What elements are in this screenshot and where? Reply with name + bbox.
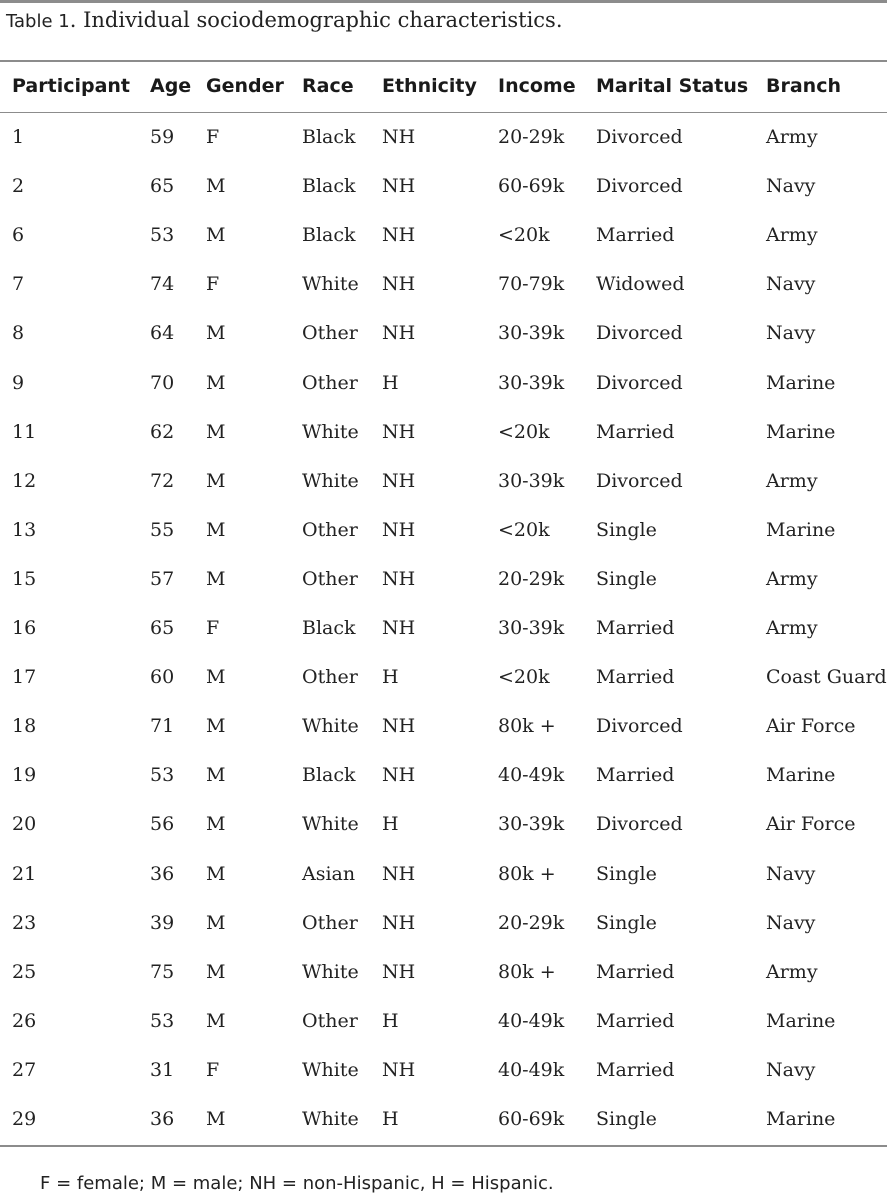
cell-ethnicity: H xyxy=(382,1108,399,1130)
cell-gender: M xyxy=(206,1010,226,1032)
cell-branch: Marine xyxy=(766,1108,836,1130)
cell-gender: M xyxy=(206,568,226,590)
cell-income: 80k + xyxy=(498,961,556,983)
cell-ethnicity: H xyxy=(382,813,399,835)
cell-age: 71 xyxy=(150,715,175,737)
cell-gender: F xyxy=(206,273,220,295)
cell-race: Other xyxy=(302,372,358,394)
cell-participant: 13 xyxy=(12,519,37,541)
cell-ethnicity: NH xyxy=(382,175,416,197)
cell-race: White xyxy=(302,273,359,295)
cell-income: 20-29k xyxy=(498,912,565,934)
cell-participant: 25 xyxy=(12,961,37,983)
cell-gender: M xyxy=(206,715,226,737)
cell-marital-status: Single xyxy=(596,519,657,541)
cell-branch: Army xyxy=(766,961,818,983)
cell-race: White xyxy=(302,715,359,737)
cell-age: 36 xyxy=(150,1108,175,1130)
cell-ethnicity: NH xyxy=(382,764,416,786)
cell-race: Black xyxy=(302,764,356,786)
cell-branch: Marine xyxy=(766,764,836,786)
cell-participant: 12 xyxy=(12,470,37,492)
cell-marital-status: Married xyxy=(596,1010,675,1032)
header-participant: Participant xyxy=(12,75,131,97)
cell-ethnicity: NH xyxy=(382,961,416,983)
cell-income: <20k xyxy=(498,224,550,246)
cell-ethnicity: H xyxy=(382,1010,399,1032)
cell-ethnicity: NH xyxy=(382,617,416,639)
cell-participant: 2 xyxy=(12,175,25,197)
cell-ethnicity: NH xyxy=(382,519,416,541)
cell-race: Other xyxy=(302,912,358,934)
cell-branch: Marine xyxy=(766,1010,836,1032)
cell-age: 62 xyxy=(150,421,175,443)
cell-income: 30-39k xyxy=(498,617,565,639)
cell-marital-status: Divorced xyxy=(596,126,683,148)
cell-branch: Navy xyxy=(766,1059,816,1081)
cell-branch: Army xyxy=(766,617,818,639)
cell-income: 70-79k xyxy=(498,273,565,295)
cell-participant: 8 xyxy=(12,322,25,344)
cell-participant: 21 xyxy=(12,863,37,885)
cell-gender: M xyxy=(206,961,226,983)
cell-age: 74 xyxy=(150,273,175,295)
cell-gender: F xyxy=(206,1059,220,1081)
cell-age: 72 xyxy=(150,470,175,492)
cell-branch: Army xyxy=(766,126,818,148)
cell-gender: M xyxy=(206,322,226,344)
cell-ethnicity: NH xyxy=(382,568,416,590)
cell-income: 60-69k xyxy=(498,175,565,197)
cell-race: Other xyxy=(302,322,358,344)
cell-participant: 9 xyxy=(12,372,25,394)
cell-race: Other xyxy=(302,666,358,688)
cell-ethnicity: NH xyxy=(382,322,416,344)
header-ethnicity: Ethnicity xyxy=(382,75,477,97)
cell-branch: Navy xyxy=(766,912,816,934)
cell-age: 60 xyxy=(150,666,175,688)
cell-age: 57 xyxy=(150,568,175,590)
cell-participant: 18 xyxy=(12,715,37,737)
cell-income: 40-49k xyxy=(498,764,565,786)
cell-ethnicity: H xyxy=(382,666,399,688)
cell-income: <20k xyxy=(498,666,550,688)
cell-gender: M xyxy=(206,912,226,934)
cell-branch: Marine xyxy=(766,421,836,443)
cell-race: Black xyxy=(302,126,356,148)
cell-marital-status: Divorced xyxy=(596,175,683,197)
cell-marital-status: Married xyxy=(596,617,675,639)
table-footnote: F = female; M = male; NH = non-Hispanic, H = Hispanic. xyxy=(40,1173,554,1194)
cell-branch: Marine xyxy=(766,372,836,394)
cell-age: 53 xyxy=(150,224,175,246)
cell-income: 60-69k xyxy=(498,1108,565,1130)
cell-branch: Marine xyxy=(766,519,836,541)
cell-age: 65 xyxy=(150,617,175,639)
cell-race: Other xyxy=(302,568,358,590)
header-marital-status: Marital Status xyxy=(596,75,749,97)
cell-branch: Air Force xyxy=(766,715,856,737)
cell-age: 75 xyxy=(150,961,175,983)
cell-age: 59 xyxy=(150,126,175,148)
cell-age: 65 xyxy=(150,175,175,197)
cell-age: 53 xyxy=(150,1010,175,1032)
cell-race: White xyxy=(302,813,359,835)
header-bottom-rule xyxy=(0,112,887,113)
table-label: Table 1 xyxy=(6,11,70,32)
cell-age: 53 xyxy=(150,764,175,786)
cell-branch: Army xyxy=(766,224,818,246)
cell-marital-status: Single xyxy=(596,863,657,885)
cell-income: 30-39k xyxy=(498,470,565,492)
cell-participant: 11 xyxy=(12,421,37,443)
cell-ethnicity: NH xyxy=(382,421,416,443)
cell-ethnicity: NH xyxy=(382,273,416,295)
cell-participant: 1 xyxy=(12,126,25,148)
cell-branch: Navy xyxy=(766,273,816,295)
cell-race: White xyxy=(302,470,359,492)
cell-income: <20k xyxy=(498,519,550,541)
header-race: Race xyxy=(302,75,354,97)
header-income: Income xyxy=(498,75,576,97)
header-branch: Branch xyxy=(766,75,841,97)
cell-ethnicity: H xyxy=(382,372,399,394)
cell-marital-status: Married xyxy=(596,224,675,246)
cell-gender: M xyxy=(206,372,226,394)
cell-race: Other xyxy=(302,1010,358,1032)
cell-income: 80k + xyxy=(498,863,556,885)
cell-gender: M xyxy=(206,470,226,492)
cell-gender: M xyxy=(206,224,226,246)
cell-marital-status: Single xyxy=(596,568,657,590)
cell-race: Asian xyxy=(302,863,356,885)
cell-branch: Navy xyxy=(766,863,816,885)
cell-income: 30-39k xyxy=(498,322,565,344)
cell-marital-status: Divorced xyxy=(596,372,683,394)
cell-ethnicity: NH xyxy=(382,224,416,246)
cell-age: 56 xyxy=(150,813,175,835)
cell-age: 31 xyxy=(150,1059,175,1081)
cell-participant: 26 xyxy=(12,1010,37,1032)
cell-marital-status: Single xyxy=(596,1108,657,1130)
cell-marital-status: Married xyxy=(596,764,675,786)
cell-age: 64 xyxy=(150,322,175,344)
cell-income: 80k + xyxy=(498,715,556,737)
cell-marital-status: Divorced xyxy=(596,470,683,492)
cell-marital-status: Divorced xyxy=(596,715,683,737)
cell-race: Black xyxy=(302,175,356,197)
cell-gender: M xyxy=(206,1108,226,1130)
cell-participant: 7 xyxy=(12,273,25,295)
cell-gender: M xyxy=(206,863,226,885)
cell-ethnicity: NH xyxy=(382,126,416,148)
table-caption-text: . Individual sociodemographic characteristics. xyxy=(69,8,563,32)
cell-participant: 6 xyxy=(12,224,25,246)
cell-race: Black xyxy=(302,224,356,246)
cell-participant: 16 xyxy=(12,617,37,639)
cell-marital-status: Widowed xyxy=(596,273,685,295)
cell-marital-status: Married xyxy=(596,961,675,983)
cell-income: 40-49k xyxy=(498,1059,565,1081)
cell-marital-status: Married xyxy=(596,1059,675,1081)
cell-race: Other xyxy=(302,519,358,541)
cell-participant: 20 xyxy=(12,813,37,835)
cell-marital-status: Single xyxy=(596,912,657,934)
cell-race: Black xyxy=(302,617,356,639)
cell-gender: M xyxy=(206,175,226,197)
cell-branch: Air Force xyxy=(766,813,856,835)
top-rule xyxy=(0,0,887,3)
table-caption xyxy=(6,8,563,32)
cell-age: 55 xyxy=(150,519,175,541)
cell-marital-status: Married xyxy=(596,421,675,443)
cell-gender: M xyxy=(206,519,226,541)
cell-age: 39 xyxy=(150,912,175,934)
cell-ethnicity: NH xyxy=(382,912,416,934)
cell-gender: M xyxy=(206,421,226,443)
cell-branch: Coast Guard xyxy=(766,666,887,688)
cell-branch: Army xyxy=(766,470,818,492)
cell-race: White xyxy=(302,961,359,983)
cell-participant: 15 xyxy=(12,568,37,590)
cell-ethnicity: NH xyxy=(382,1059,416,1081)
cell-income: 30-39k xyxy=(498,813,565,835)
cell-marital-status: Married xyxy=(596,666,675,688)
cell-participant: 27 xyxy=(12,1059,37,1081)
cell-marital-status: Divorced xyxy=(596,322,683,344)
cell-branch: Navy xyxy=(766,175,816,197)
cell-age: 70 xyxy=(150,372,175,394)
cell-income: 40-49k xyxy=(498,1010,565,1032)
cell-ethnicity: NH xyxy=(382,715,416,737)
cell-income: 20-29k xyxy=(498,126,565,148)
cell-participant: 29 xyxy=(12,1108,37,1130)
table-bottom-rule xyxy=(0,1145,887,1147)
cell-gender: M xyxy=(206,764,226,786)
cell-participant: 23 xyxy=(12,912,37,934)
cell-gender: M xyxy=(206,666,226,688)
cell-gender: F xyxy=(206,617,220,639)
cell-participant: 17 xyxy=(12,666,37,688)
header-gender: Gender xyxy=(206,75,284,97)
header-age: Age xyxy=(150,75,192,97)
cell-income: <20k xyxy=(498,421,550,443)
cell-gender: F xyxy=(206,126,220,148)
cell-branch: Navy xyxy=(766,322,816,344)
cell-race: White xyxy=(302,1059,359,1081)
cell-participant: 19 xyxy=(12,764,37,786)
cell-gender: M xyxy=(206,813,226,835)
header-top-rule xyxy=(0,60,887,62)
cell-ethnicity: NH xyxy=(382,863,416,885)
cell-income: 20-29k xyxy=(498,568,565,590)
cell-marital-status: Divorced xyxy=(596,813,683,835)
cell-race: White xyxy=(302,1108,359,1130)
cell-race: White xyxy=(302,421,359,443)
cell-age: 36 xyxy=(150,863,175,885)
cell-branch: Army xyxy=(766,568,818,590)
cell-income: 30-39k xyxy=(498,372,565,394)
cell-ethnicity: NH xyxy=(382,470,416,492)
